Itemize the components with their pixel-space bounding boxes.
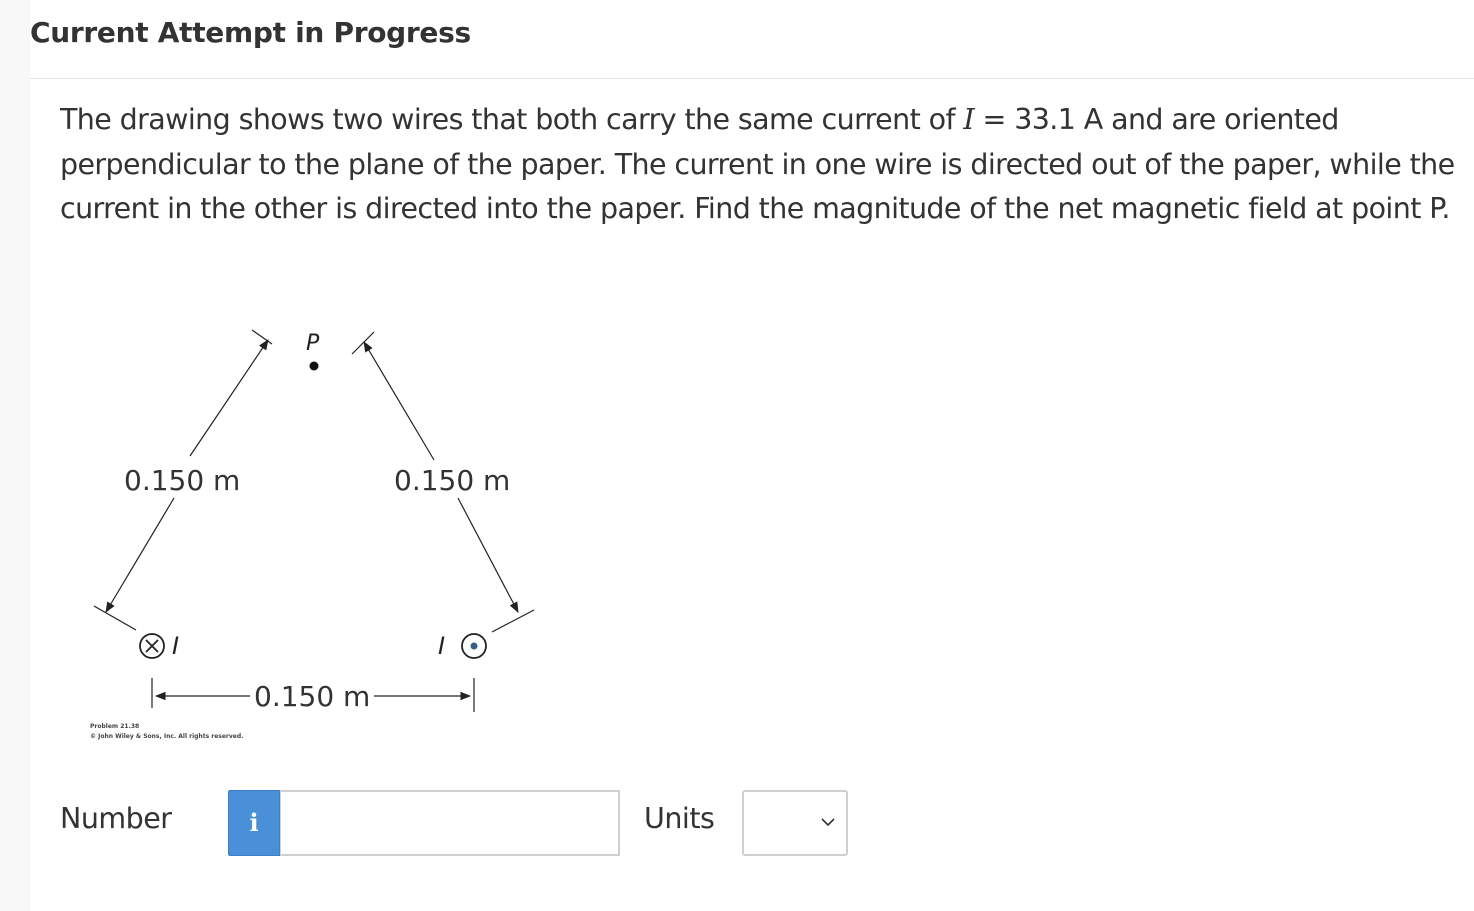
base-distance-label: 0.150 m	[254, 680, 371, 713]
question-text	[60, 98, 1470, 232]
number-input[interactable]	[280, 790, 620, 856]
figure-caption-line2: © John Wiley & Sons, Inc. All rights reserved.	[90, 733, 244, 740]
right-dimension-upper	[364, 342, 434, 460]
units-select[interactable]	[742, 790, 848, 856]
figure-caption-line1: Problem 21.38	[90, 723, 140, 730]
right-dimension-lower	[458, 498, 518, 612]
current-variable: I	[963, 103, 975, 136]
question-text-part1: The drawing shows two wires that both carry the same current of	[60, 103, 964, 136]
left-dimension-lower	[106, 498, 174, 612]
right-distance-label: 0.150 m	[394, 464, 511, 497]
page-title: Current Attempt in Progress	[30, 16, 471, 49]
question-text-part2: = 33.1 A and are oriented perpendicular to the plane of the paper. The current in one wire is directed out of the paper, while the current in the other is directed into the paper. Find the magnitude of the net magnetic field at point P.	[60, 103, 1455, 225]
right-top-tick	[352, 332, 374, 354]
left-top-tick	[252, 330, 272, 344]
left-distance-label: 0.150 m	[124, 464, 241, 497]
left-dimension-upper	[190, 340, 268, 456]
right-current-label: I	[438, 632, 446, 660]
attempt-header	[30, 0, 1474, 79]
left-bottom-tick	[94, 606, 136, 630]
left-current-label: I	[172, 632, 180, 660]
point-p-label: P	[306, 331, 320, 356]
wire-out-of-page-icon	[462, 634, 486, 658]
number-label: Number	[60, 802, 172, 835]
page	[30, 0, 1474, 911]
chevron-down-icon	[820, 814, 836, 830]
wire-into-page-icon	[140, 634, 164, 658]
right-bottom-tick	[492, 610, 534, 632]
wire-diagram	[54, 300, 574, 750]
answer-row	[60, 790, 860, 856]
units-label: Units	[644, 802, 715, 835]
point-p-dot	[310, 362, 319, 371]
info-button[interactable]: i	[228, 790, 280, 856]
wire-diagram-svg	[54, 300, 574, 750]
